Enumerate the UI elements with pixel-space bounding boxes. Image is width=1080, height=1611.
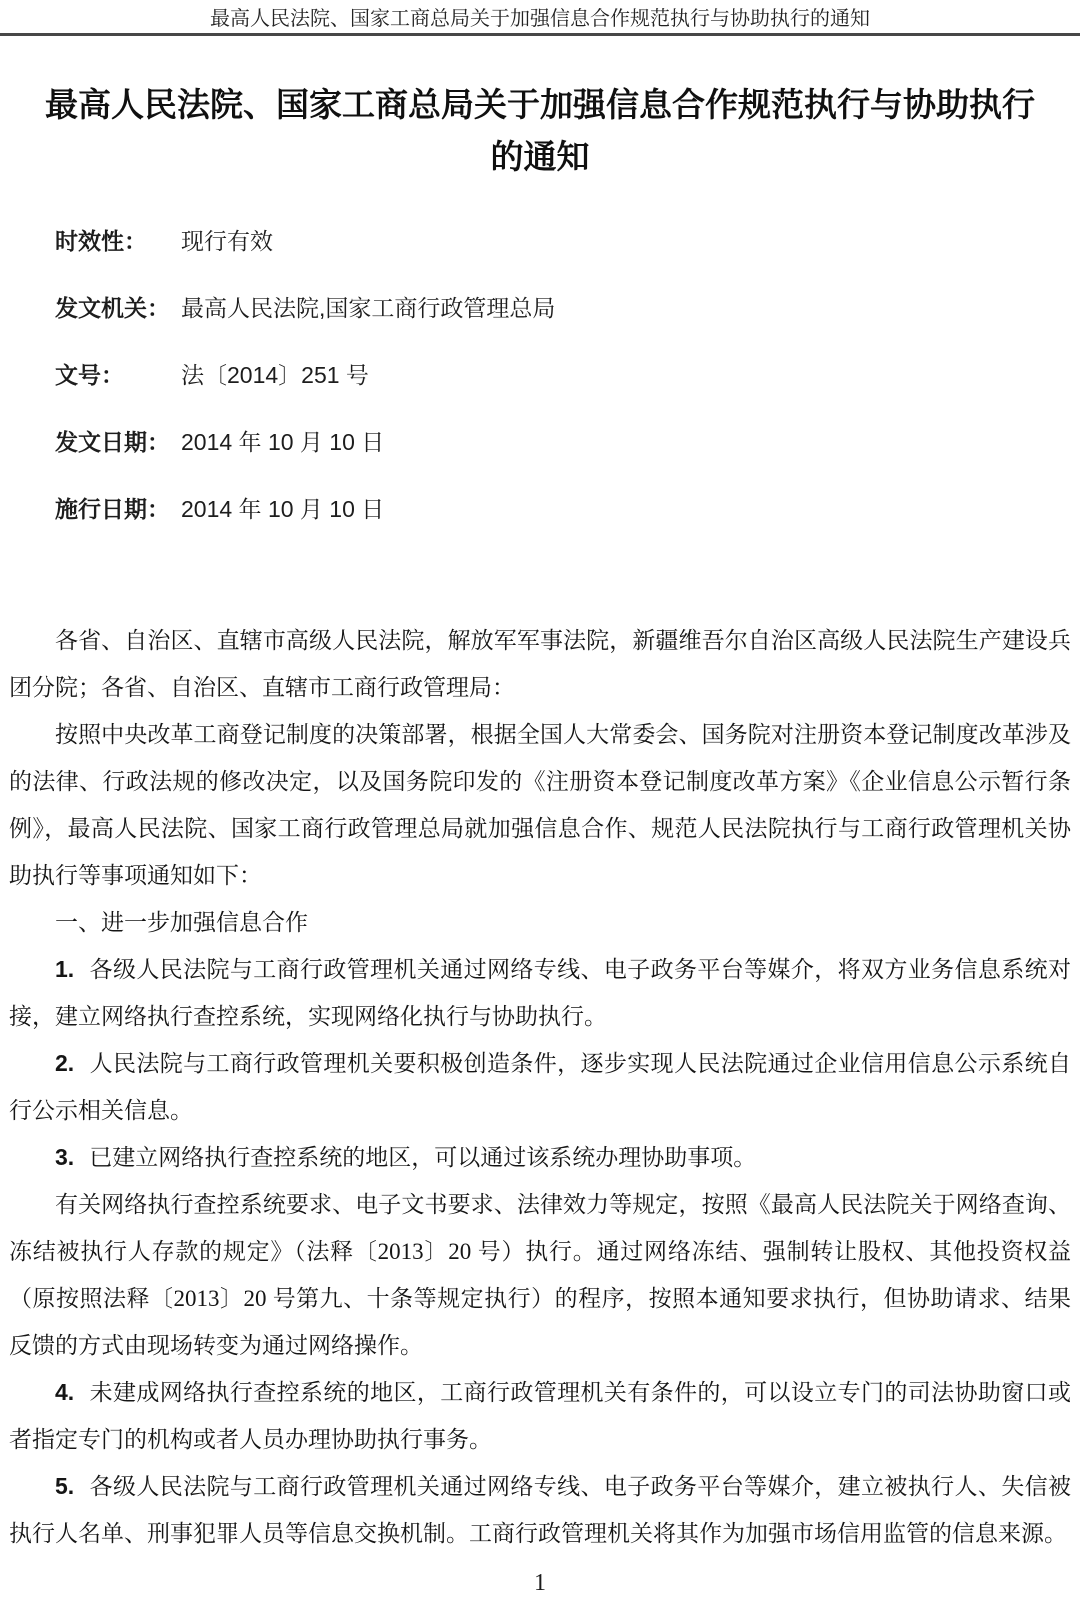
document-title-line-2: 的通知 [490,140,590,176]
metadata-row [55,360,1080,390]
metadata-value: 最高人民法院,国家工商行政管理总局 [181,295,556,321]
document-title [30,80,1050,184]
running-header: 最高人民法院、国家工商总局关于加强信息合作规范执行与协助执行的通知 [210,8,870,30]
item-number: 1. [55,956,75,982]
document-body [0,617,1080,1557]
item-number: 3. [55,1144,75,1170]
section-heading: 一、进一步加强信息合作 [55,910,308,935]
page-number: 1 [534,1570,546,1596]
item-number: 2. [55,1050,75,1076]
metadata-value: 法〔2014〕251 号 [181,362,369,388]
body-paragraph: 各省、自治区、直辖市高级人民法院，解放军军事法院，新疆维吾尔自治区高级人民法院生产建设兵团分院；各省、自治区、直辖市工商行政管理局： [9,628,1071,700]
numbered-item: 3. 已建立网络执行查控系统的地区，可以通过该系统办理协助事项。 [55,1144,757,1170]
metadata-section [0,226,1080,524]
header-divider-rule [0,33,1080,36]
body-paragraph: 有关网络执行查控系统要求、电子文书要求、法律效力等规定，按照《最高人民法院关于网络查询、冻结被执行人存款的规定》（法释〔2013〕20 号）执行。通过网络冻结、强制转让股权、其他投资权益（原按照法释〔2013〕20 号第九、十条等规定执行）的程序，按照本通知要求执行，但协助请求、结果反馈的方式由现场转变为通过网络操作。 [9,1192,1071,1358]
metadata-label: 发文机关： [55,295,170,321]
metadata-row [55,293,1080,323]
document-title-line-1: 最高人民法院、国家工商总局关于加强信息合作规范执行与协助执行 [45,88,1035,124]
numbered-item: 5. 各级人民法院与工商行政管理机关通过网络专线、电子政务平台等媒介，建立被执行人、失信被执行人名单、刑事犯罪人员等信息交换机制。工商行政管理机关将其作为加强市场信用监管的信息来源。 [9,1473,1071,1546]
item-number: 4. [55,1379,75,1405]
metadata-label: 发文日期： [55,429,170,455]
metadata-row [55,494,1080,524]
numbered-item: 2. 人民法院与工商行政管理机关要积极创造条件，逐步实现人民法院通过企业信用信息公示系统自行公示相关信息。 [9,1050,1071,1123]
item-number: 5. [55,1473,75,1499]
metadata-row [55,427,1080,457]
numbered-item: 1. 各级人民法院与工商行政管理机关通过网络专线、电子政务平台等媒介，将双方业务信息系统对接，建立网络执行查控系统，实现网络化执行与协助执行。 [9,956,1071,1029]
metadata-row [55,226,1080,256]
metadata-value: 2014 年 10 月 10 日 [181,429,385,455]
metadata-label: 施行日期： [55,496,170,522]
body-paragraph: 按照中央改革工商登记制度的决策部署，根据全国人大常委会、国务院对注册资本登记制度改革涉及的法律、行政法规的修改决定，以及国务院印发的《注册资本登记制度改革方案》《企业信息公示暂行条例》，最高人民法院、国家工商行政管理总局就加强信息合作、规范人民法院执行与工商行政管理机关协助执行等事项通知如下： [9,722,1071,888]
metadata-label: 文号： [55,362,124,388]
metadata-value: 2014 年 10 月 10 日 [181,496,385,522]
metadata-value: 现行有效 [181,228,273,254]
metadata-label: 时效性： [55,228,147,254]
numbered-item: 4. 未建成网络执行查控系统的地区，工商行政管理机关有条件的，可以设立专门的司法协助窗口或者指定专门的机构或者人员办理协助执行事务。 [9,1379,1071,1452]
